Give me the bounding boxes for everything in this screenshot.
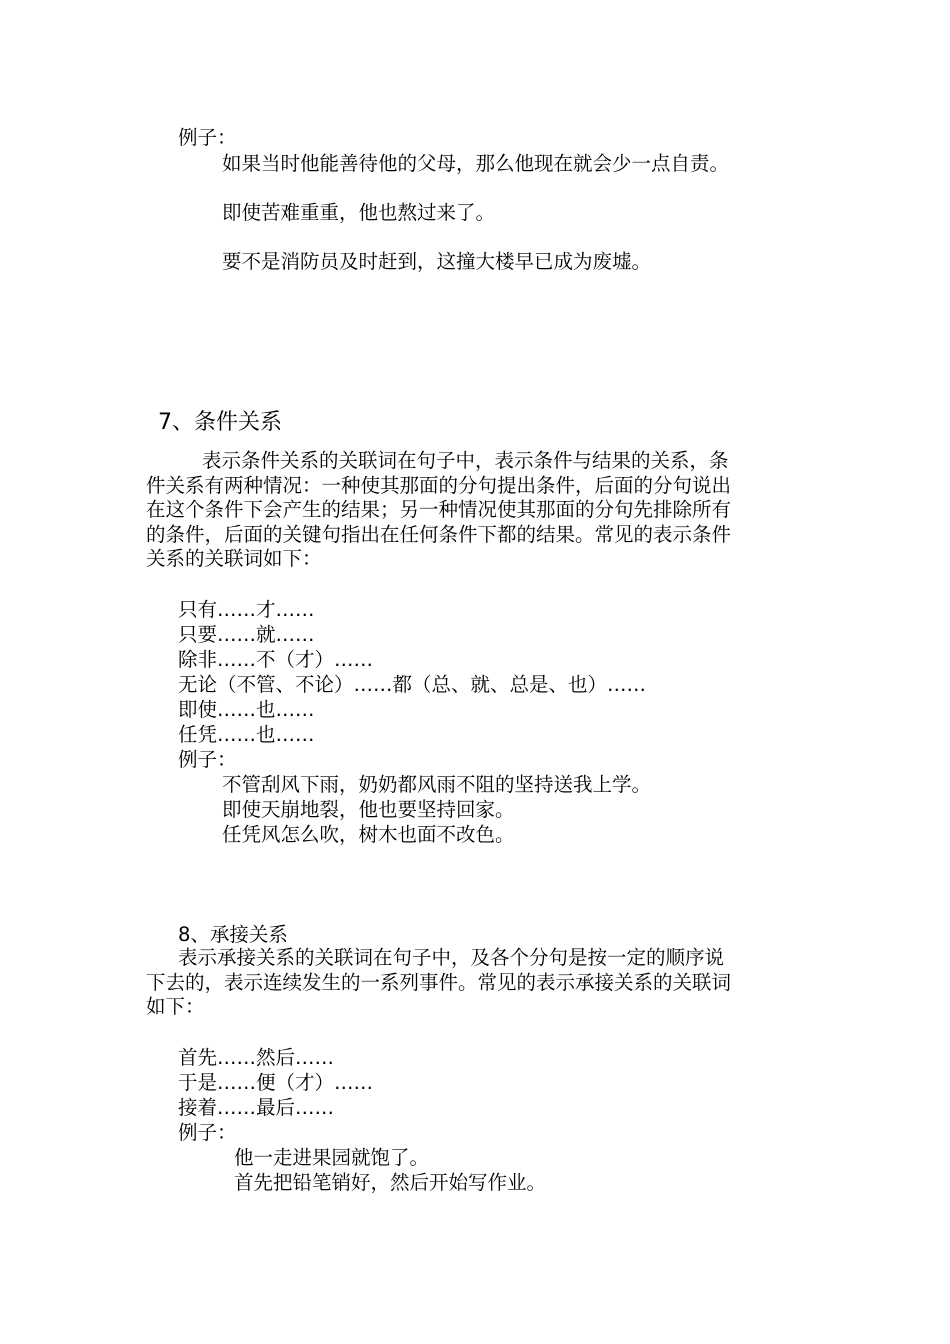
example-sentence: 任凭风怎么吹，树木也面不改色。 bbox=[222, 823, 515, 846]
intro-line: 表示条件关系的关联词在句子中，表示条件与结果的关系，条 bbox=[202, 449, 729, 472]
section-heading: 8、承接关系 bbox=[178, 923, 288, 946]
intro-line: 表示承接关系的关联词在句子中，及各个分句是按一定的顺序说 bbox=[178, 946, 725, 969]
example-sentence: 即使天崩地裂，他也要坚持回家。 bbox=[222, 798, 515, 821]
example-sentence: 即使苦难重重，他也熬过来了。 bbox=[222, 201, 496, 224]
section-intro-paragraph bbox=[146, 449, 810, 572]
example-sentence: 不管刮风下雨，奶奶都风雨不阻的坚持送我上学。 bbox=[222, 773, 652, 796]
example-sentence: 要不是消防员及时赶到，这撞大楼早已成为废墟。 bbox=[222, 250, 652, 273]
examples-label: 例子： bbox=[178, 1121, 237, 1144]
conjunction-pair: 除非……不（才）…… bbox=[178, 648, 374, 671]
conjunction-pair: 首先……然后…… bbox=[178, 1046, 335, 1069]
examples-label: 例子： bbox=[178, 748, 237, 771]
conjunction-pair: 接着……最后…… bbox=[178, 1096, 335, 1119]
intro-line: 在这个条件下会产生的结果；另一种情况使其那面的分句先排除所有 bbox=[146, 498, 732, 522]
intro-line: 下去的，表示连续发生的一系列事件。常见的表示承接关系的关联词 bbox=[146, 970, 732, 994]
intro-line: 的条件，后面的关键句指出在任何条件下都的结果。常见的表示条件 bbox=[146, 522, 732, 546]
conjunction-pair: 无论（不管、不论）……都（总、就、总是、也）…… bbox=[178, 673, 647, 696]
section-heading: 7、条件关系 bbox=[158, 410, 282, 435]
intro-line: 件关系有两种情况：一种使其那面的分句提出条件，后面的分句说出 bbox=[146, 473, 732, 497]
conjunction-pair: 于是……便（才）…… bbox=[178, 1071, 374, 1094]
intro-line: 关系的关联词如下： bbox=[146, 547, 322, 571]
section-intro-paragraph bbox=[146, 946, 810, 1020]
intro-line: 如下： bbox=[146, 995, 205, 1019]
example-sentence: 如果当时他能善待他的父母，那么他现在就会少一点自责。 bbox=[222, 152, 730, 175]
example-sentence: 首先把铅笔销好，然后开始写作业。 bbox=[234, 1171, 547, 1194]
conjunction-pair: 只要……就…… bbox=[178, 623, 315, 646]
conjunction-pair: 只有……才…… bbox=[178, 598, 315, 621]
conjunction-pair: 即使……也…… bbox=[178, 698, 315, 721]
conjunction-pair: 任凭……也…… bbox=[178, 723, 315, 746]
examples-label: 例子： bbox=[178, 126, 237, 149]
example-sentence: 他一走进果园就饱了。 bbox=[234, 1146, 430, 1169]
